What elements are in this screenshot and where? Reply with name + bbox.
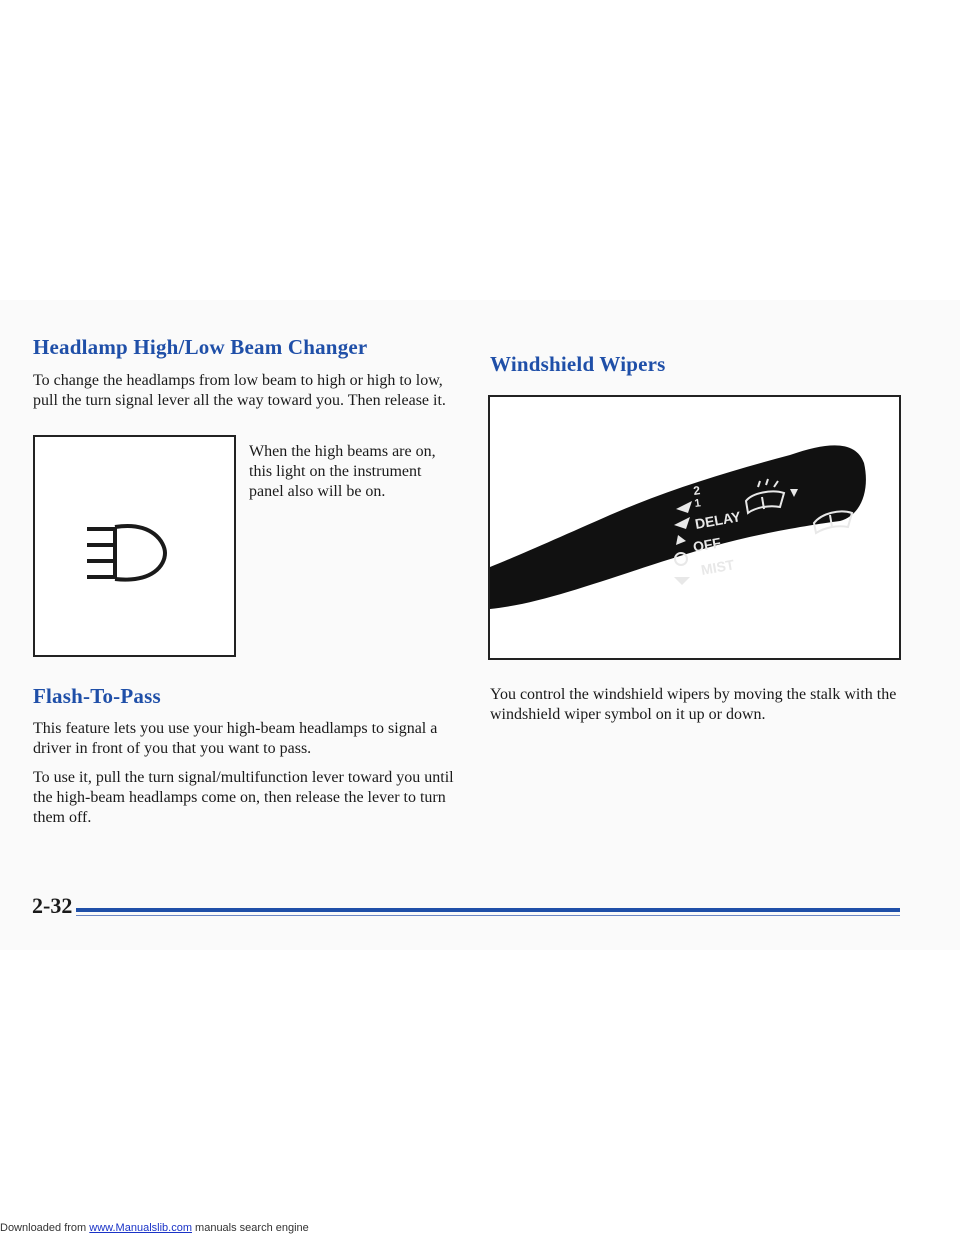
paragraph-flash-usage: To use it, pull the turn signal/multifunction lever toward you until the high-beam headlamps come on, then release the lever to turn them off.: [33, 769, 454, 826]
high-beam-indicator-caption: When the high beams are on, this light on the instrument panel also will be on.: [249, 443, 436, 500]
download-footer: [0, 1222, 309, 1234]
heading-flash-to-pass: Flash-To-Pass: [33, 684, 161, 708]
paragraph-beam-changer: To change the headlamps from low beam to high or high to low, pull the turn signal lever all the way toward you. Then release it.: [33, 372, 446, 409]
manualslib-link[interactable]: www.Manualslib.com: [89, 1222, 192, 1234]
windshield-wiper-stalk-illustration: [490, 397, 899, 658]
high-beam-indicator-icon: [35, 437, 234, 655]
footer-suffix: manuals search engine: [191, 1222, 309, 1234]
stalk-label-mist: MIST: [699, 556, 736, 578]
stalk-label-speed-2: 2: [692, 483, 702, 498]
paragraph-wiper-control: You control the windshield wipers by moving the stalk with the windshield wiper symbol on it up or down.: [490, 686, 897, 723]
page-number: 2-32: [32, 893, 73, 918]
page-rule: [76, 908, 900, 912]
heading-headlamp-beam-changer: Headlamp High/Low Beam Changer: [33, 335, 368, 359]
paragraph-flash-feature: This feature lets you use your high-beam headlamps to signal a driver in front of you that you want to pass.: [33, 720, 438, 757]
stalk-label-speed-1: 1: [693, 497, 702, 510]
heading-windshield-wipers: Windshield Wipers: [490, 352, 666, 376]
stalk-label-off: OFF: [691, 534, 723, 555]
stalk-label-delay: DELAY: [693, 508, 742, 532]
page-rule-thin: [76, 915, 900, 916]
high-beam-indicator-figure: [33, 435, 236, 657]
wiper-stalk-figure: [488, 395, 901, 660]
footer-prefix: Downloaded from: [0, 1222, 90, 1234]
